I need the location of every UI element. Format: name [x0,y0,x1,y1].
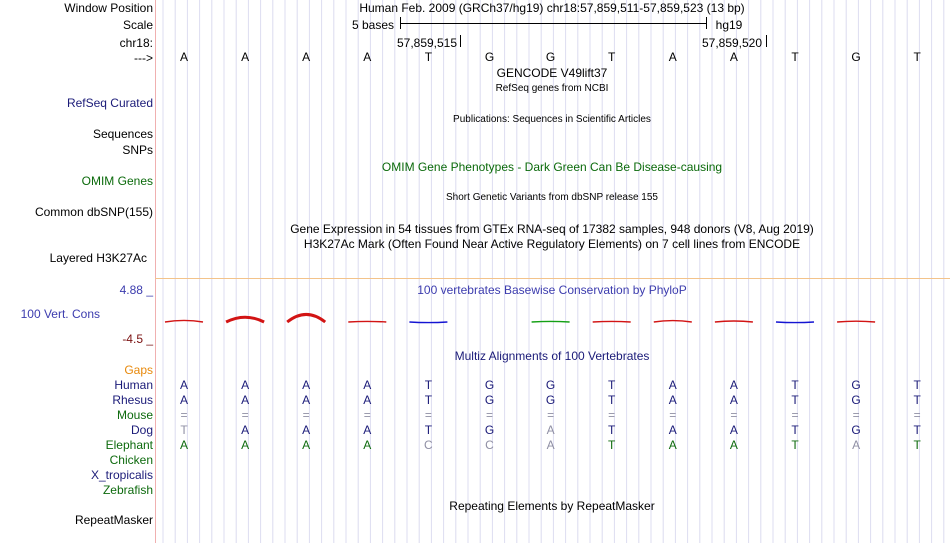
species-alignment-row [0,423,950,437]
reference-sequence [0,50,950,64]
species-base: A [302,378,311,392]
phylop-mark [837,321,875,322]
species-base: C [485,438,494,452]
phylop-mark [409,322,447,323]
ruler-tick-right [766,35,767,47]
species-base: = [547,408,555,422]
phylop-track-label[interactable]: 100 Vert. Cons [20,307,100,321]
species-base: T [180,423,188,437]
gtex-track-title[interactable]: Gene Expression in 54 tissues from GTEx RNA-seq of 17382 samples, 948 donors (V8, Aug 2019) [290,222,814,236]
track-group-divider [155,278,950,279]
species-base: T [424,423,433,437]
species-base: G [851,393,861,407]
species-base: A [729,378,738,392]
species-base: A [241,438,250,452]
species-base: G [851,378,861,392]
phylop-mark [287,314,325,322]
omim-genes-label[interactable]: OMIM Genes [81,174,153,188]
species-alignment-row [0,438,950,452]
reference-base: A [302,50,311,64]
species-alignment-row [0,393,950,407]
species-alignment-row [0,378,950,392]
species-base: A [363,378,372,392]
reference-base: G [484,50,495,64]
species-label[interactable]: X_tropicalis [90,468,153,482]
species-base: A [729,393,738,407]
species-base: = [852,408,860,422]
species-label[interactable]: Zebrafish [102,483,153,497]
species-base: T [913,378,921,392]
species-base: G [851,423,861,437]
species-label[interactable]: Dog [130,423,153,437]
reference-base: A [729,50,738,64]
scale-bar-right-tick [706,17,707,29]
species-base: T [608,423,616,437]
gencode-track-title[interactable]: GENCODE V49lift37 [496,66,608,80]
species-alignment-row [0,408,950,422]
species-base: A [852,438,861,452]
scale-assembly-text: hg19 [715,18,743,32]
species-base: = [730,408,738,422]
reference-base: T [913,50,921,64]
species-base: A [729,438,738,452]
species-base: A [363,393,372,407]
species-alignment-row [0,453,950,467]
gaps-label[interactable]: Gaps [124,363,153,377]
species-base: G [545,393,556,407]
species-label[interactable]: Mouse [116,408,153,422]
reference-base: A [668,50,677,64]
species-base: A [302,438,311,452]
phylop-mark [715,321,753,322]
species-base: T [608,438,616,452]
species-base: T [424,378,433,392]
dbsnp-track-title[interactable]: Short Genetic Variants from dbSNP release 155 [446,192,658,203]
species-base: A [668,393,677,407]
species-base: A [241,423,250,437]
species-base: A [241,378,250,392]
species-base: T [791,393,799,407]
phylop-mark [776,322,814,323]
species-base: = [363,408,371,422]
species-base: G [545,378,556,392]
species-base: T [791,378,799,392]
species-base: A [668,438,677,452]
species-label[interactable]: Chicken [109,453,153,467]
species-base: = [180,408,188,422]
phylop-mark [226,317,264,322]
ruler-tick-left [460,35,461,47]
omim-track-title[interactable]: OMIM Gene Phenotypes - Dark Green Can Be Disease-causing [381,160,723,174]
species-base: T [913,393,921,407]
phylop-max-value: 4.88 _ [119,283,153,297]
species-label[interactable]: Human [114,378,153,392]
species-base: = [302,408,310,422]
ruler-pos-left: 57,859,515 [396,36,458,50]
common-dbsnp-label[interactable]: Common dbSNP(155) [34,205,153,219]
species-base: A [668,378,677,392]
species-base: A [179,393,189,407]
repeatmasker-label[interactable]: RepeatMasker [74,513,153,527]
species-base: A [302,393,311,407]
species-base: A [546,423,555,437]
species-base: A [302,423,311,437]
species-base: T [791,438,799,452]
species-base: A [179,438,189,452]
species-base: T [608,393,616,407]
strand-label: ---> [134,51,153,65]
snps-label[interactable]: SNPs [122,143,153,157]
species-base: A [363,438,372,452]
species-base: G [484,423,495,437]
species-base: A [546,438,555,452]
species-base: A [668,423,677,437]
species-base: T [608,378,616,392]
species-base: T [791,423,799,437]
species-base: A [363,423,372,437]
species-base: A [729,423,738,437]
phylop-mark [165,320,203,322]
sequences-label[interactable]: Sequences [92,127,153,141]
refseq-curated-label[interactable]: RefSeq Curated [66,96,153,110]
phylop-mark [593,321,631,322]
species-base: = [913,408,921,422]
species-base: G [484,393,495,407]
reference-base: A [363,50,372,64]
species-base: A [241,393,250,407]
species-label[interactable]: Rhesus [112,393,153,407]
phylop-mark [654,321,692,322]
chrom-label: chr18: [119,36,153,50]
species-base: = [241,408,249,422]
publications-track-title[interactable]: Publications: Sequences in Scientific Articles [453,114,651,125]
phylop-mark [532,321,570,322]
species-base: T [913,438,921,452]
phylop-mark [348,321,386,322]
reference-base: A [241,50,250,64]
window-position-value: Human Feb. 2009 (GRCh37/hg19) chr18:57,859,511-57,859,523 (13 bp) [359,1,745,15]
scale-bar [400,23,706,24]
species-alignment-row [0,483,950,497]
species-base: = [669,408,677,422]
window-position-label: Window Position [64,1,153,15]
reference-base: A [179,50,189,64]
scale-label: Scale [122,18,153,32]
scale-bases-text: 5 bases [351,18,395,32]
reference-base: T [424,50,433,64]
species-label[interactable]: Elephant [105,438,153,452]
phylop-track-title[interactable]: 100 vertebrates Basewise Conservation by PhyloP [417,283,687,297]
refseq-track-title[interactable]: RefSeq genes from NCBI [495,83,609,94]
ruler-pos-right: 57,859,520 [701,36,763,50]
phylop-min-value: -4.5 _ [122,332,153,346]
species-base: = [424,408,432,422]
species-base: T [424,393,433,407]
species-base: G [484,378,495,392]
species-base: = [485,408,494,422]
species-base: C [424,438,433,452]
species-alignment-row [0,468,950,482]
species-base: = [608,408,616,422]
reference-base: T [791,50,799,64]
repeatmasker-track-title[interactable]: Repeating Elements by RepeatMasker [449,499,655,513]
species-base: = [791,408,799,422]
reference-base: G [851,50,861,64]
species-base: A [179,378,189,392]
multiz-track-title[interactable]: Multiz Alignments of 100 Vertebrates [454,349,650,363]
phylop-wiggle [0,290,950,330]
species-base: T [913,423,921,437]
reference-base: G [545,50,556,64]
h3k27ac-track-title[interactable]: H3K27Ac Mark (Often Found Near Active Regulatory Elements) on 7 cell lines from ENCODE [303,237,801,251]
reference-base: T [608,50,616,64]
layered-h3k27ac-label[interactable]: Layered H3K27Ac [49,251,147,265]
